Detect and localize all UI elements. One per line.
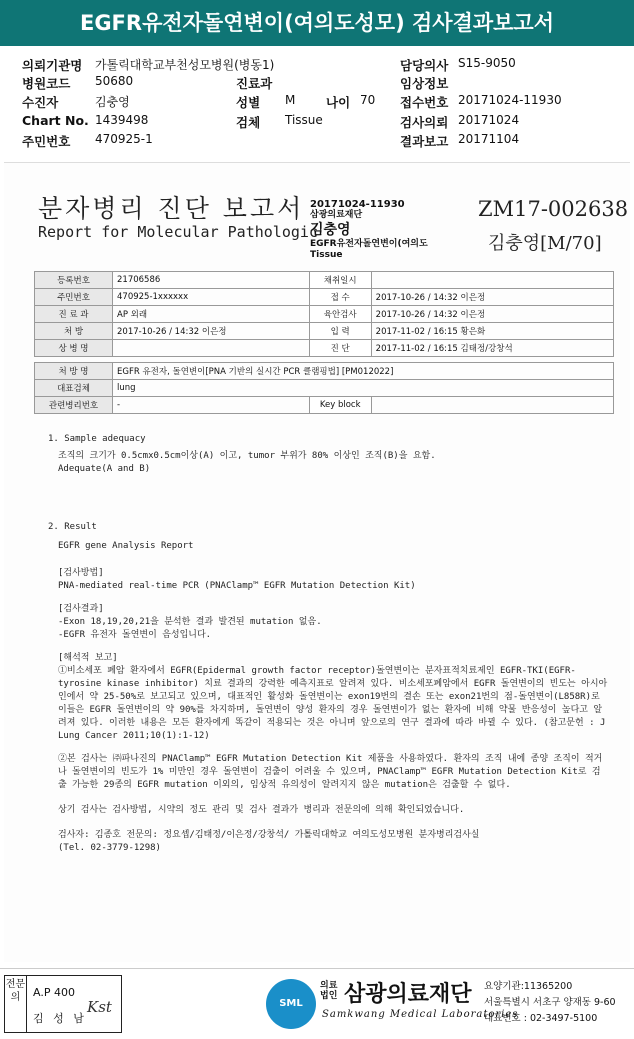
receive-label: 접 수 [309, 289, 371, 306]
institution-value: 가톨릭대학교부천성모병원(병동1) [95, 58, 275, 72]
s1-line1: 조직의 크기가 0.5cmx0.5cm이상(A) 이고, tumor 부위가 80% 이상인 조직(B)을 요함. [58, 451, 436, 461]
doctor-label: 담당의사 [400, 58, 449, 73]
s1-line2: Adequate(A and B) [58, 464, 151, 474]
s2-title: 2. Result [48, 522, 97, 532]
examiner-line: 검사자: 김종호 전문의: 정요셉/김태정/이은정/강창석/ 가톨릭대학교 여의도성모병원 분자병리검사실 [58, 830, 480, 840]
tel-line: (Tel. 02-3779-1298) [58, 843, 161, 853]
resident-no-value: 470925-1xxxxxx [113, 289, 310, 306]
rep-specimen-label: 대표검체 [35, 380, 113, 397]
rep-specimen-value: lung [113, 380, 614, 397]
report-date-label: 결과보고 [400, 134, 449, 149]
key-block-empty [371, 397, 613, 414]
receipt-value: 20171024-11930 [458, 93, 562, 107]
s1-title: 1. Sample adequacy [48, 434, 146, 444]
input-value: 2017-11-02 / 16:15 황은화 [371, 323, 613, 340]
lab-contact [484, 979, 616, 1027]
interp-head: [해석적 보고] [58, 653, 118, 663]
patient-label: 수진자 [22, 95, 59, 110]
related-no-value: - [113, 397, 310, 414]
interp-p2: ②본 검사는 ㈜파나진의 PNAClamp™ EGFR Mutation Detection Kit 제품을 사용하였다. 환자의 조직 내에 종양 조직이 적거나 돌연변이의 빈도가 1% 미만인 경우 돌연변이 검출이 어려울 수 있으며, PNAClamp™ EGFR Mutation Detection Kit로 검출 가능한 29종의 EGFR mutation 이외의, 임상적 유의성이 알려지지 않은 mutation은 검출할 수 없다. [58, 754, 603, 790]
phone: 대표번호 : 02-3497-5100 [484, 1013, 598, 1024]
diagnosis-value: 2017-11-02 / 16:15 김태정/강창석 [371, 340, 613, 357]
logo-corp-label: 의료 법인 [320, 981, 338, 1001]
sticker-org: 삼광의료재단 [310, 210, 363, 220]
case-patient: 김충영[M/70] [488, 233, 602, 254]
interp-p1: ①비소세포 폐암 환자에서 EGFR(Epidermal growth factor receptor)돌연변이는 분자표적치료제인 EGFR-TKI(EGFR-tyrosine kinase inhibitor) 치료 결과의 강력한 예측지표로 알려져 있다. 비소세포폐암에서 EGFR 돌연변이의 빈도는 아시아인에서 약 25-50%로 보고되고 있으며, 대표적인 활성화 돌연변이는 exon19번의 결손 또는 exon21번의 점-돌연변이(L858R)로 이들은 EGFR 돌연변이의 약 90%를 차지하며, 돌연변이 양성 환자의 경우 돌연변이가 없는 환자에 비해 약물 반응성이 높다고 알려져 있다. 이러한 내용은 모든 환자에게 똑같이 적용되는 것은 아니며 앞으로의 연구 결과에 따라 바뀔 수 있다. (참고문헌 : J Lung Cancer 2011;10(1):1-12) [58, 666, 608, 741]
sex-value: M [285, 93, 296, 107]
diagnosis-label: 진 단 [309, 340, 371, 357]
age-value: 70 [360, 93, 376, 107]
specimen-label: 검체 [236, 115, 261, 130]
request-header [0, 48, 634, 152]
request-date-value: 20171024 [458, 113, 520, 127]
specialist-name: 김 성 남 [33, 1012, 87, 1025]
patient-value: 김충영 [95, 95, 130, 109]
age-label: 나이 [326, 95, 351, 110]
specimen-sticker [310, 199, 455, 261]
rx-name-label: 처 방 명 [35, 363, 113, 380]
hospital-code-label: 병원코드 [22, 76, 71, 91]
result-head: [검사결과] [58, 604, 104, 614]
scanned-report [4, 162, 630, 962]
collect-value [371, 272, 613, 289]
gross-label: 육안검사 [309, 306, 371, 323]
hospital-code-value: 50680 [95, 74, 134, 88]
request-date-label: 검사의뢰 [400, 115, 449, 130]
receipt-label: 접수번호 [400, 95, 449, 110]
dept-table-value: AP 외래 [113, 306, 310, 323]
dept-label: 진료과 [236, 76, 273, 91]
method-text: PNA-mediated real-time PCR (PNAClamp™ EGFR Mutation Detection Kit) [58, 581, 416, 591]
sticker-name: 김충영 [310, 222, 351, 238]
sticker-test: EGFR유전자돌연변이(여의도 [310, 239, 428, 249]
related-no-label: 관련병리번호 [35, 397, 113, 414]
input-label: 입 력 [309, 323, 371, 340]
signature-box [4, 975, 122, 1033]
report-title-kr: 분자병리 진단 보고서 [38, 194, 305, 223]
report-title-en: Report for Molecular Pathologic [38, 223, 318, 241]
sex-label: 성별 [236, 95, 261, 110]
institution-label: 의뢰기관명 [22, 58, 83, 73]
info-table [34, 271, 614, 414]
reg-no-label: 등록번호 [35, 272, 113, 289]
disease-label: 상 병 명 [35, 340, 113, 357]
result-line2: -EGFR 유전자 돌연변이 음성입니다. [58, 630, 212, 640]
address: 서울특별시 서초구 양재동 9-60 [484, 997, 616, 1008]
reg-no-value: 21706586 [113, 272, 310, 289]
s2-subtitle: EGFR gene Analysis Report [58, 541, 194, 551]
ap-number: A.P 400 [33, 986, 75, 999]
order-label: 처 방 [35, 323, 113, 340]
signature: Kst [87, 998, 112, 1016]
key-block: Key block [309, 397, 371, 414]
chart-label: Chart No. [22, 113, 89, 128]
report-banner: EGFR유전자돌연변이(여의도성모) 검사결과보고서 [0, 0, 634, 46]
section-result [48, 521, 608, 855]
result-line1: -Exon 18,19,20,21을 분석한 결과 발견된 mutation 없음. [58, 617, 322, 627]
specialist-label: 전문의 [5, 976, 27, 1032]
resident-no-label: 주민번호 [35, 289, 113, 306]
specimen-value: Tissue [285, 113, 323, 127]
receive-value: 2017-10-26 / 14:32 이은정 [371, 289, 613, 306]
order-value: 2017-10-26 / 14:32 이은정 [113, 323, 310, 340]
section-sample-adequacy [48, 433, 608, 476]
rx-name-value: EGFR 유전자, 돌연변이[PNA 기반의 실시간 PCR 클램핑법] [PM012022] [113, 363, 614, 380]
method-head: [검사방법] [58, 568, 104, 578]
closing-text: 상기 검사는 검사방법, 시약의 정도 관리 및 검사 결과가 병리과 전문의에 의해 확인되었습니다. [58, 805, 465, 815]
gross-value: 2017-10-26 / 14:32 이은정 [371, 306, 613, 323]
case-number: ZM17-002638 [478, 197, 629, 221]
resident-label: 주민번호 [22, 134, 71, 149]
sticker-specimen: Tissue [310, 250, 343, 260]
chart-value: 1439498 [95, 113, 149, 127]
logo-english: Samkwang Medical Laboratories [322, 1009, 519, 1020]
collect-label: 채취일시 [309, 272, 371, 289]
resident-value: 470925-1 [95, 132, 153, 146]
disease-value [113, 340, 310, 357]
logo-name: 삼광의료재단 [344, 982, 472, 1007]
sticker-id: 20171024-11930 [310, 199, 405, 210]
sml-logo-icon: SML [266, 979, 316, 1029]
institution-code: 요양기관:11365200 [484, 981, 573, 992]
dept-table-label: 진 료 과 [35, 306, 113, 323]
report-date-value: 20171104 [458, 132, 520, 146]
clinical-label: 임상정보 [400, 76, 449, 91]
footer [0, 968, 634, 1039]
doctor-value: S15-9050 [458, 56, 516, 70]
